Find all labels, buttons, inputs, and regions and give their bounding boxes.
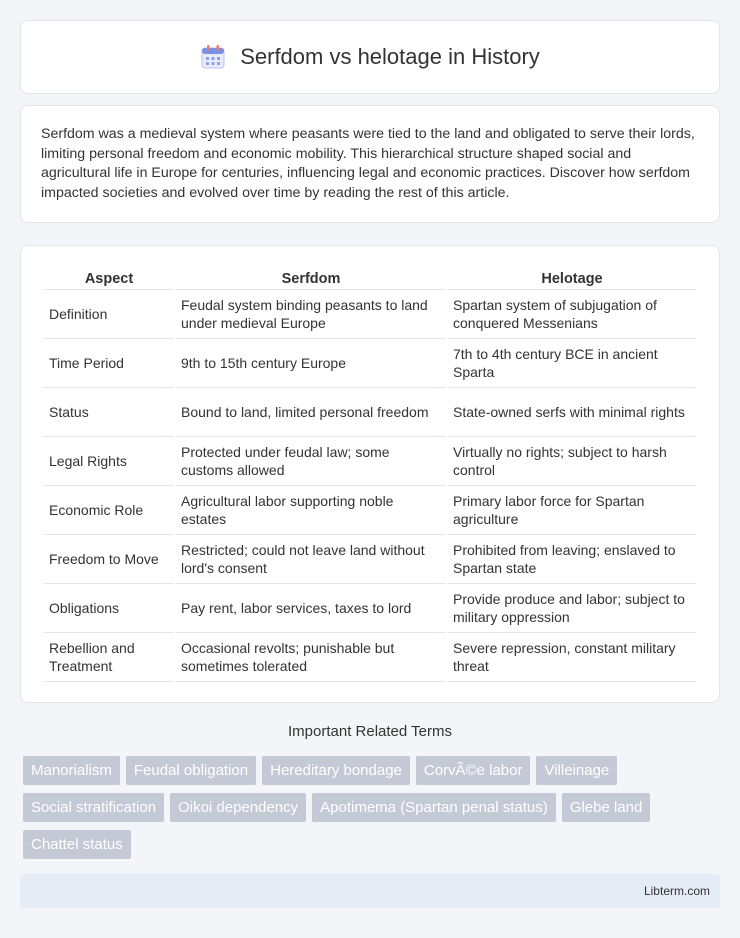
intro-card [20, 105, 720, 223]
term-tag[interactable]: Glebe land [562, 793, 651, 822]
cell-helotage: Prohibited from leaving; enslaved to Spartan state [448, 535, 696, 584]
cell-helotage: Provide produce and labor; subject to military oppression [448, 584, 696, 633]
cell-serfdom: Pay rent, labor services, taxes to lord [176, 584, 446, 633]
term-tag[interactable]: Chattel status [23, 830, 131, 859]
term-tag[interactable]: Feudal obligation [126, 756, 256, 785]
cell-aspect: Rebellion and Treatment [44, 633, 174, 682]
cell-helotage: Virtually no rights; subject to harsh control [448, 437, 696, 486]
header-serfdom: Serfdom [176, 266, 446, 290]
cell-serfdom: Feudal system binding peasants to land under medieval Europe [176, 290, 446, 339]
cell-helotage: Severe repression, constant military threat [448, 633, 696, 682]
cell-helotage: State-owned serfs with minimal rights [448, 388, 696, 437]
table-row [44, 633, 696, 682]
related-terms-list [23, 756, 723, 859]
footer [20, 874, 720, 908]
cell-aspect: Legal Rights [44, 437, 174, 486]
header-aspect: Aspect [44, 266, 174, 290]
term-tag[interactable]: Oikoi dependency [170, 793, 306, 822]
cell-serfdom: Bound to land, limited personal freedom [176, 388, 446, 437]
cell-aspect: Status [44, 388, 174, 437]
cell-serfdom: Agricultural labor supporting noble estates [176, 486, 446, 535]
cell-helotage: Spartan system of subjugation of conquered Messenians [448, 290, 696, 339]
term-tag[interactable]: Apotimema (Spartan penal status) [312, 793, 556, 822]
intro-text: Serfdom was a medieval system where peasants were tied to the land and obligated to serve their lords, limiting personal freedom and economic mobility. This hierarchical structure shaped social and agricultural life in Europe for centuries, influencing legal and economic practices. Discover how serfdom impacted societies and evolved over time by reading the rest of this article. [41, 126, 695, 201]
term-tag[interactable]: CorvÃ©e labor [416, 756, 531, 785]
cell-serfdom: Occasional revolts; punishable but sometimes tolerated [176, 633, 446, 682]
cell-serfdom: 9th to 15th century Europe [176, 339, 446, 388]
header-helotage: Helotage [448, 266, 696, 290]
term-tag[interactable]: Hereditary bondage [262, 756, 410, 785]
cell-aspect: Time Period [44, 339, 174, 388]
table-row [44, 584, 696, 633]
comparison-table-card [20, 245, 720, 703]
cell-aspect: Definition [44, 290, 174, 339]
table-row [44, 339, 696, 388]
cell-aspect: Economic Role [44, 486, 174, 535]
term-tag[interactable]: Villeinage [536, 756, 617, 785]
cell-helotage: 7th to 4th century BCE in ancient Sparta [448, 339, 696, 388]
cell-aspect: Obligations [44, 584, 174, 633]
table-row [44, 535, 696, 584]
table-row [44, 290, 696, 339]
page-title: Serfdom vs helotage in History [240, 44, 540, 69]
term-tag[interactable]: Social stratification [23, 793, 164, 822]
table-row [44, 486, 696, 535]
cell-serfdom: Protected under feudal law; some customs allowed [176, 437, 446, 486]
cell-aspect: Freedom to Move [44, 535, 174, 584]
title-card [20, 20, 720, 94]
cell-helotage: Primary labor force for Spartan agriculture [448, 486, 696, 535]
table-row [44, 437, 696, 486]
calendar-icon [200, 44, 226, 70]
term-tag[interactable]: Manorialism [23, 756, 120, 785]
table-header-row [44, 266, 696, 290]
table-row [44, 388, 696, 437]
comparison-table [42, 266, 698, 682]
cell-serfdom: Restricted; could not leave land without lord's consent [176, 535, 446, 584]
related-terms-heading: Important Related Terms [288, 723, 452, 740]
footer-site-link[interactable]: Libterm.com [643, 884, 710, 898]
